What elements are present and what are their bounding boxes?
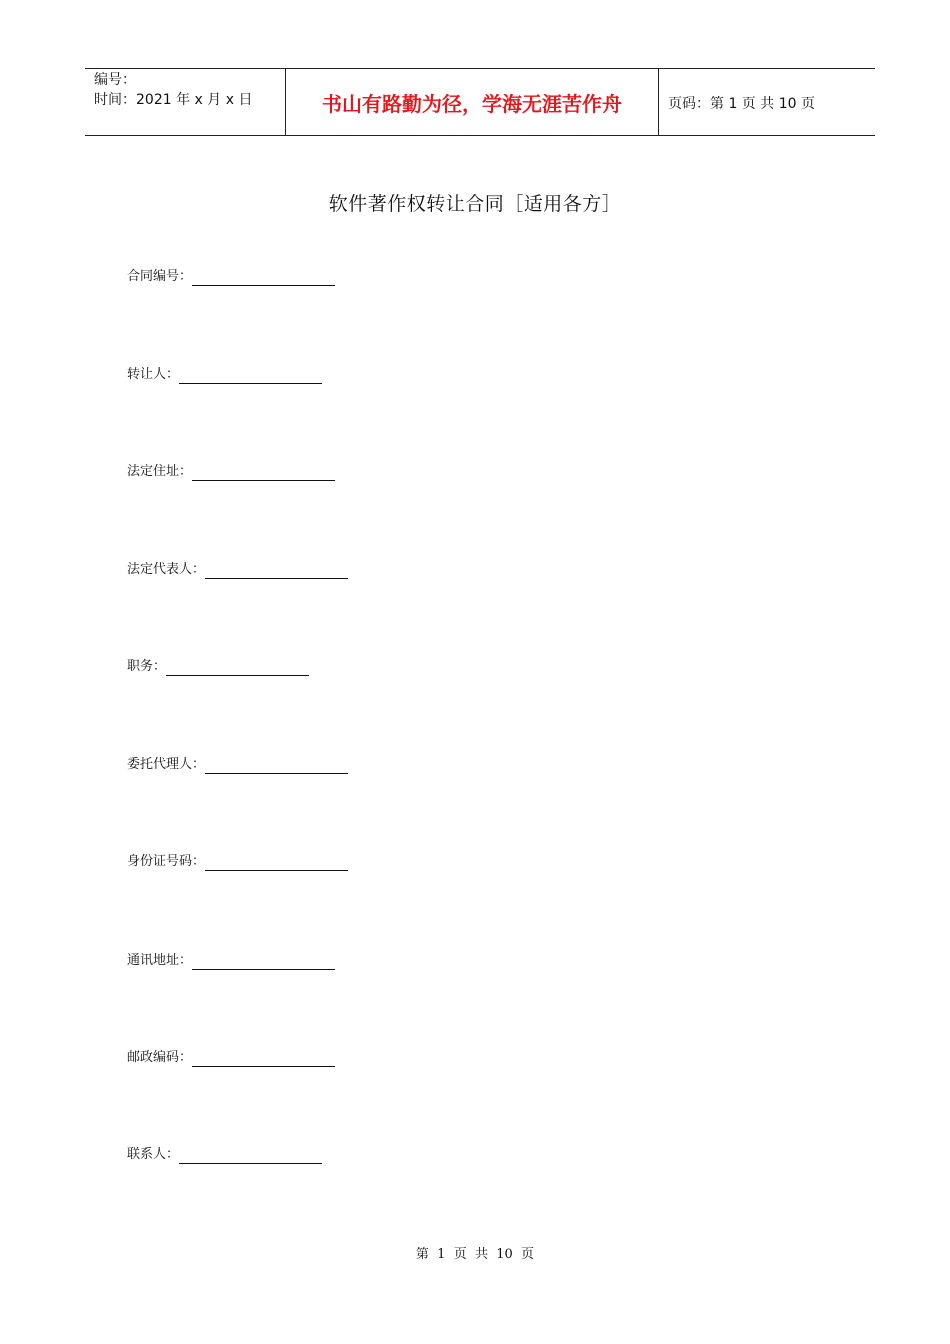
document-date: 时间：2021 年 x 月 x 日: [94, 92, 253, 108]
page-footer: 第 1 页 共 10 页: [415, 1247, 535, 1262]
blank-line: [192, 1053, 335, 1067]
document-header: [85, 68, 875, 136]
blank-line: [179, 370, 322, 384]
field-id-number: [127, 853, 348, 871]
field-contract-number: [127, 268, 335, 286]
field-mailing-address: [127, 952, 335, 970]
field-label: 职务：: [127, 659, 167, 674]
blank-line: [205, 857, 348, 871]
header-motto: 书山有路勤为径，学海无涯苦作舟: [322, 92, 622, 116]
field-label: 通讯地址：: [127, 953, 193, 968]
field-authorized-agent: [127, 756, 348, 774]
field-contact-person: [127, 1146, 322, 1164]
blank-line: [166, 662, 309, 676]
blank-line: [179, 1150, 322, 1164]
blank-line: [192, 956, 335, 970]
field-legal-representative: [127, 561, 348, 579]
field-position: [127, 658, 309, 676]
blank-line: [192, 467, 335, 481]
header-meta-cell: [85, 69, 285, 135]
field-label: 邮政编码：: [127, 1050, 193, 1065]
blank-line: [205, 565, 348, 579]
field-postal-code: [127, 1049, 335, 1067]
field-label: 联系人：: [127, 1147, 180, 1162]
document-title: 软件著作权转让合同［适用各方］: [328, 193, 622, 215]
field-legal-address: [127, 463, 335, 481]
document-number-label: 编号：: [94, 72, 136, 88]
field-label: 转让人：: [127, 367, 180, 382]
blank-line: [192, 272, 335, 286]
header-motto-cell: [285, 69, 659, 135]
blank-line: [205, 760, 348, 774]
field-transferor: [127, 366, 322, 384]
field-label: 法定代表人：: [127, 562, 206, 577]
field-label: 身份证号码：: [127, 854, 206, 869]
field-label: 法定住址：: [127, 464, 193, 479]
field-label: 委托代理人：: [127, 757, 206, 772]
field-label: 合同编号：: [127, 269, 193, 284]
header-page-cell: [659, 69, 875, 135]
header-page-info: 页码：第 1 页 共 10 页: [668, 96, 815, 112]
